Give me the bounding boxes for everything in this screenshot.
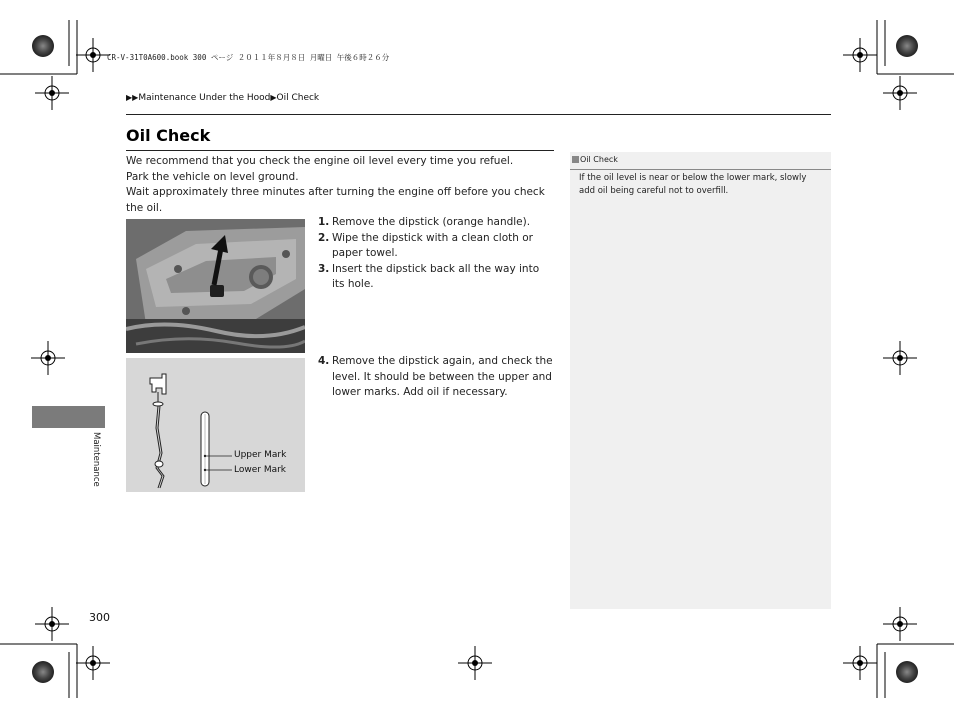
step-item [318, 215, 554, 231]
dipstick-diagram [126, 358, 305, 492]
breadcrumb-arrow-icon: ▶ [270, 93, 277, 102]
title-rule [126, 150, 554, 151]
upper-mark-label: Upper Mark [234, 450, 287, 460]
breadcrumb [126, 93, 319, 103]
page-number: 300 [89, 611, 110, 624]
step-number: 4. [318, 355, 330, 367]
intro-line: We recommend that you check the engine oil level every time you refuel. [126, 155, 514, 167]
note-text: If the oil level is near or below the lower mark, slowly add oil being careful not to overfill. [579, 173, 807, 196]
step-text: Wipe the dipstick with a clean cloth or paper towel. [332, 231, 533, 259]
header-rule [126, 114, 831, 115]
chapter-tab [32, 406, 105, 428]
page-title: Oil Check [126, 126, 211, 145]
breadcrumb-arrow-icon: ▶▶ [126, 93, 139, 102]
breadcrumb-section[interactable]: Maintenance Under the Hood [138, 93, 271, 103]
step-item [318, 231, 554, 262]
step-text: Remove the dipstick again, and check the level. It should be between the upper and lower marks. Add oil if necessary. [332, 355, 553, 398]
breadcrumb-page: Oil Check [276, 93, 320, 103]
note-rule [570, 169, 831, 170]
note-header [570, 155, 831, 164]
step-item [318, 354, 554, 401]
step-number: 2. [318, 231, 330, 244]
intro-line: Park the vehicle on level ground. [126, 170, 299, 183]
note-panel [570, 152, 831, 609]
intro-line: Wait approximately three minutes after turning the engine off before you check the oil. [126, 186, 545, 214]
chapter-label: Maintenance [91, 432, 101, 487]
engine-photo [126, 219, 305, 353]
step-item [318, 262, 554, 293]
steps-list [318, 215, 554, 293]
note-marker-icon [572, 156, 579, 163]
engine-illustration [126, 219, 305, 353]
note-title: Oil Check [580, 155, 618, 164]
steps-list [318, 354, 554, 401]
intro-text [126, 154, 556, 216]
step-number: 3. [318, 262, 330, 275]
step-text: Remove the dipstick (orange handle). [332, 216, 531, 228]
lower-mark-label: Lower Mark [234, 465, 287, 475]
step-number: 1. [318, 216, 330, 228]
print-header: CR-V-31T0A600.book 300 ページ ２０１１年８月８日 月曜日 午後６時２６分 [107, 53, 390, 62]
step-text: Insert the dipstick back all the way into its hole. [332, 262, 540, 290]
